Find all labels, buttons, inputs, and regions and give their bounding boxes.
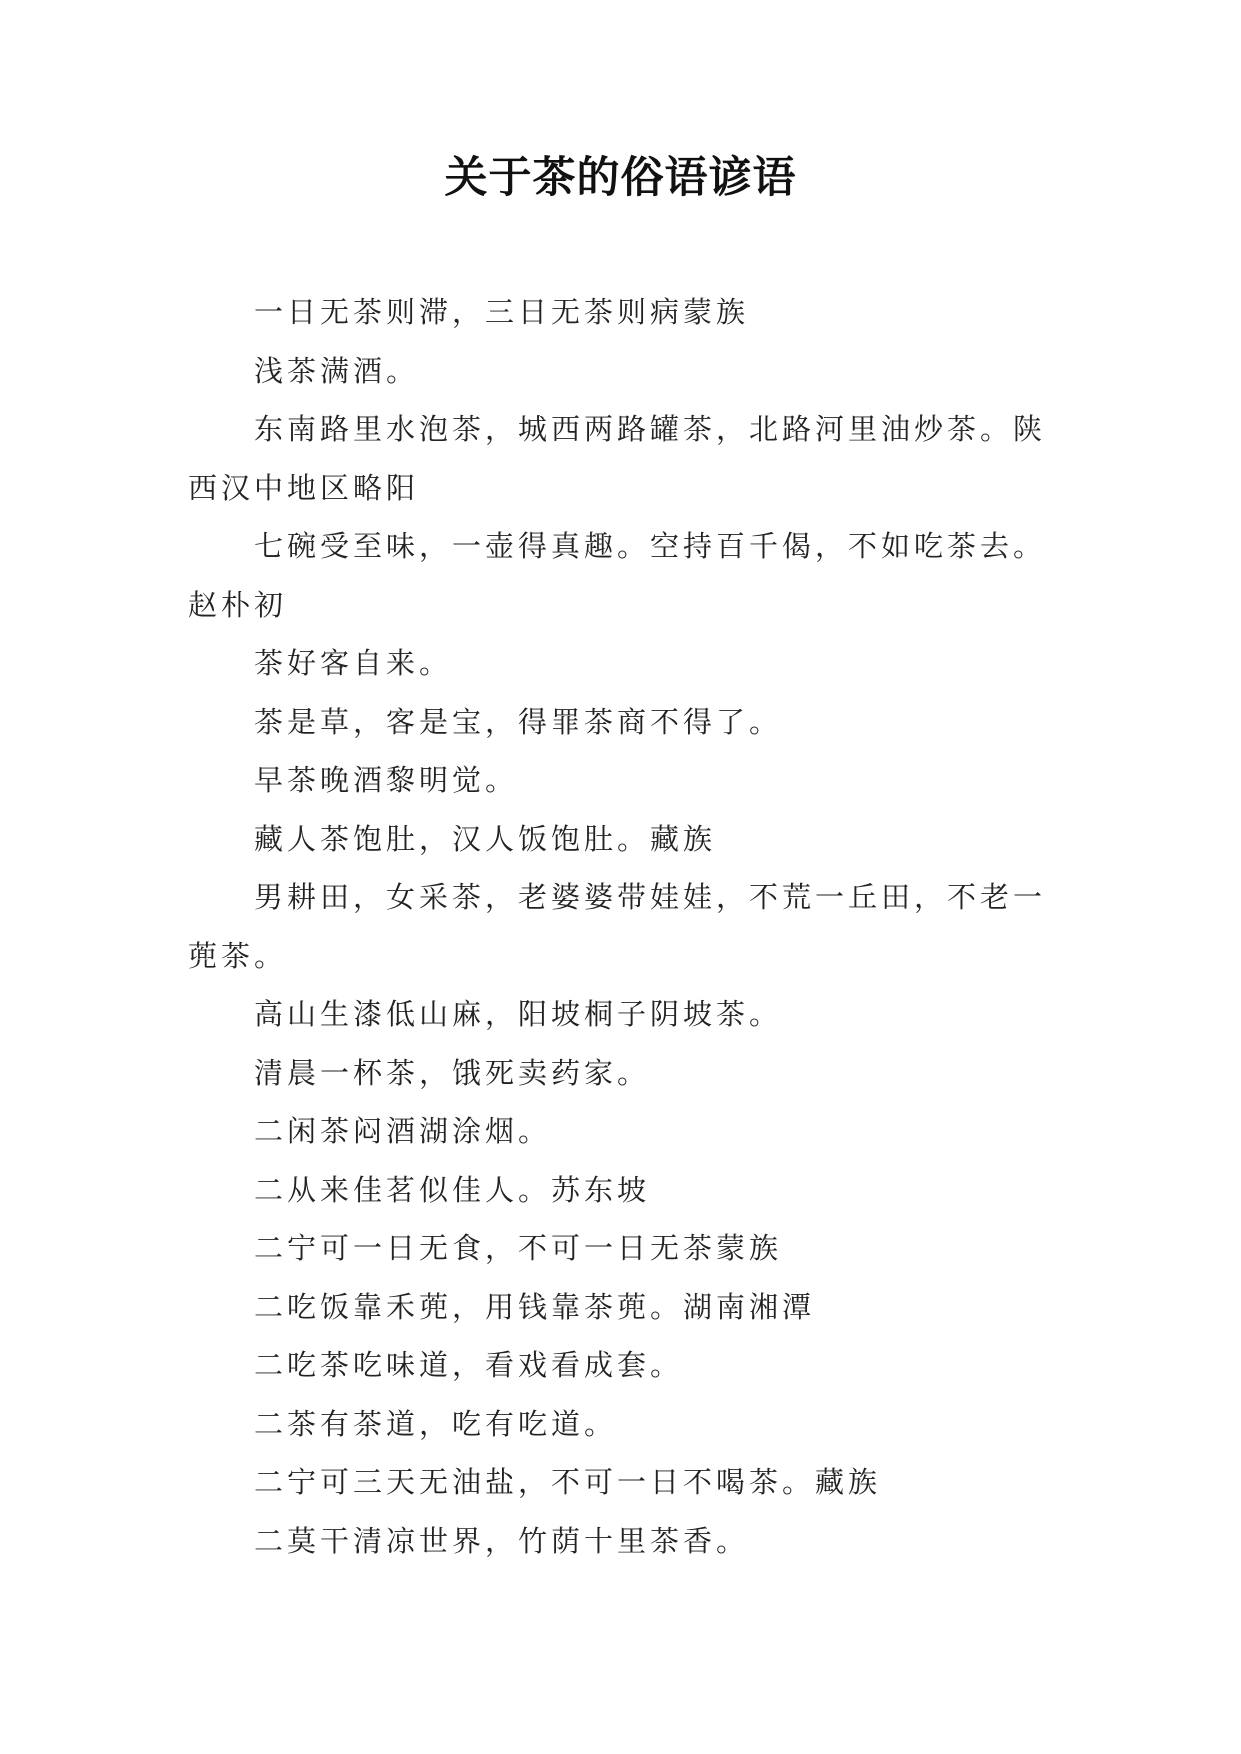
paragraph: 高山生漆低山麻，阳坡桐子阴坡茶。 <box>254 997 783 1031</box>
paragraph: 二吃茶吃味道，看戏看成套。 <box>254 1348 684 1382</box>
paragraph: 早茶晚酒黎明觉。 <box>254 763 519 797</box>
paragraph: 七碗受至味，一壶得真趣。空持百千偈，不如吃茶去。赵朴初 <box>188 529 1047 622</box>
paragraph: 茶是草，客是宝，得罪茶商不得了。 <box>254 704 783 739</box>
paragraph: 二莫干清凉世界，竹荫十里茶香。 <box>254 1523 750 1558</box>
paragraph: 浅茶满酒。 <box>254 353 420 388</box>
paragraph: 二宁可一日无食，不可一日无茶蒙族 <box>254 1231 783 1265</box>
paragraph: 二宁可三天无油盐，不可一日不喝茶。藏族 <box>254 1465 882 1499</box>
paragraph: 茶好客自来。 <box>254 646 453 680</box>
paragraph: 藏人茶饱肚，汉人饭饱肚。藏族 <box>254 821 717 856</box>
paragraph: 二从来佳茗似佳人。苏东坡 <box>254 1172 651 1207</box>
document-title: 关于茶的俗语谚语 <box>444 153 797 203</box>
paragraph: 东南路里水泡茶，城西两路罐茶，北路河里油炒茶。陕西汉中地区略阳 <box>188 412 1047 505</box>
paragraph: 清晨一杯茶，饿死卖药家。 <box>254 1055 651 1090</box>
paragraph: 一日无茶则滞，三日无茶则病蒙族 <box>254 295 750 329</box>
paragraph: 二茶有茶道，吃有吃道。 <box>254 1406 618 1441</box>
document-body <box>188 283 1068 1570</box>
paragraph: 男耕田，女采茶，老婆婆带娃娃，不荒一丘田，不老一蔸茶。 <box>188 880 1047 973</box>
paragraph: 二吃饭靠禾蔸，用钱靠茶蔸。湖南湘潭 <box>254 1289 816 1324</box>
paragraph: 二闲茶闷酒湖涂烟。 <box>254 1114 552 1148</box>
